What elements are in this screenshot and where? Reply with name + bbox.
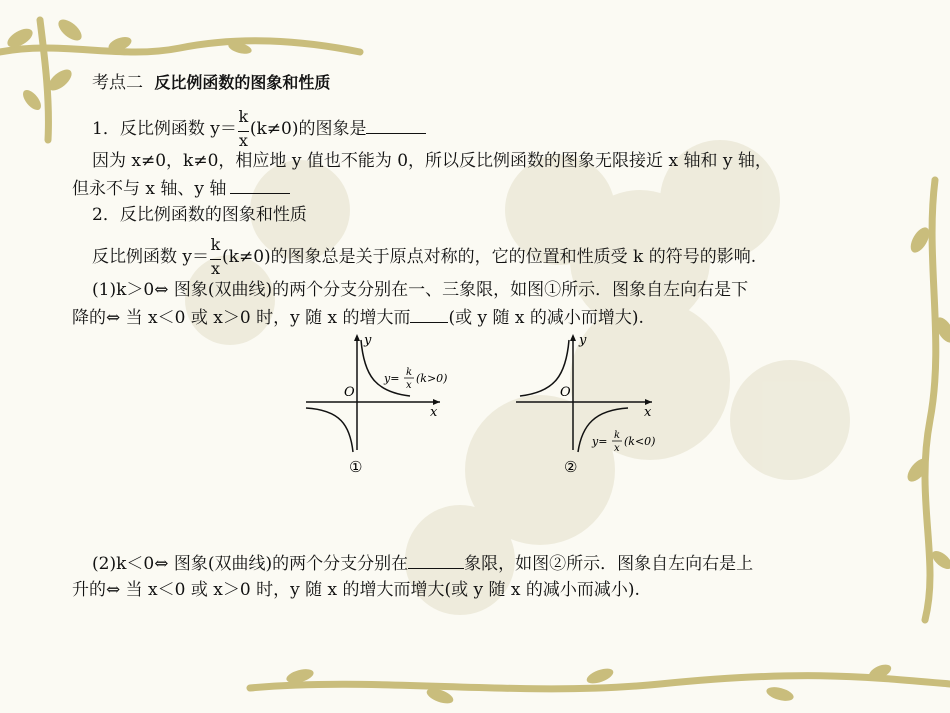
- case2-blank: [408, 552, 464, 569]
- fig2-y-arrow: [570, 334, 576, 341]
- case1-line2-before: 降的⇔ 当 x＜0 或 x＞0 时，y 随 x 的增大而: [72, 308, 411, 328]
- fig2-eq-cond: (k<0): [624, 435, 656, 448]
- case1-line2-after: (或 y 随 x 的减小而增大).: [448, 308, 644, 328]
- heading-prefix: 考点二: [92, 73, 143, 93]
- item2-line: [92, 235, 757, 278]
- case1-blank: [410, 306, 448, 323]
- item1-frac-den: x: [238, 131, 248, 150]
- item2-fraction: [210, 235, 221, 278]
- item2-text-after: (k≠0)的图象总是关于原点对称的，它的位置和性质受 k 的符号的影响.: [222, 247, 757, 267]
- fig1-eq-prefix: y=: [384, 372, 400, 385]
- fig1-y-arrow: [354, 334, 360, 341]
- fig1-eq-num: k: [406, 367, 413, 378]
- para1-line1: 因为 x≠0，k≠0，相应地 y 值也不能为 0，所以反比例函数的图象无限接近 x 轴和 y 轴，: [92, 151, 772, 171]
- fig2-eq-prefix: y=: [592, 435, 608, 448]
- item1-text-before: 1．反比例函数 y＝: [92, 119, 237, 139]
- case2-line2: 升的⇔ 当 x＜0 或 x＞0 时，y 随 x 的增大而增大(或 y 随 x 的减小而减小).: [72, 580, 640, 600]
- para1-line2-wrap: [72, 177, 290, 200]
- fig1-x-label: x: [430, 405, 438, 420]
- item1-frac-num: k: [238, 107, 249, 126]
- section-heading: [92, 72, 330, 94]
- item2-title: 2．反比例函数的图象和性质: [92, 205, 307, 225]
- fig1-caption: ①: [349, 458, 363, 476]
- item1-text-after: (k≠0)的图象是: [249, 119, 367, 139]
- fig2-x-label: x: [644, 405, 652, 420]
- fig2-caption: ②: [564, 458, 578, 476]
- fig1-y-label: y: [364, 333, 372, 348]
- item1-blank: [366, 117, 426, 134]
- case1-line1: (1)k＞0⇔ 图象(双曲线)的两个分支分别在一、三象限，如图①所示．图象自左向右是下: [92, 280, 749, 300]
- item2-frac-den: x: [211, 259, 221, 278]
- fig1-origin-label: O: [344, 385, 355, 400]
- case2-line1-after: 象限，如图②所示．图象自左向右是上: [464, 554, 754, 574]
- figure-1-graph: [300, 330, 480, 480]
- fig1-eq-cond: (k>0): [416, 372, 448, 385]
- fig2-y-label: y: [579, 333, 587, 348]
- fig1-eq-den: x: [406, 380, 412, 391]
- case2-line1-before: (2)k＜0⇔ 图象(双曲线)的两个分支分别在: [92, 554, 409, 574]
- item1-fraction: [238, 107, 249, 150]
- item2-frac-num: k: [210, 235, 221, 254]
- fig2-eq-num: k: [614, 430, 621, 441]
- fig2-eq-den: x: [614, 443, 620, 454]
- fig1-branch-third-quadrant: [306, 408, 353, 452]
- fig1-branch-first-quadrant: [361, 340, 413, 396]
- para1-line2: 但永不与 x 轴、y 轴: [72, 179, 227, 199]
- item2-text-before: 反比例函数 y＝: [92, 247, 210, 267]
- case2-line1: [92, 552, 753, 575]
- case1-line2: [72, 306, 644, 329]
- heading-title: 反比例函数的图象和性质: [154, 73, 331, 92]
- fig2-origin-label: O: [560, 385, 571, 400]
- figure-2-graph: [510, 330, 690, 480]
- para1-blank: [230, 177, 290, 194]
- item1-line: [92, 107, 426, 150]
